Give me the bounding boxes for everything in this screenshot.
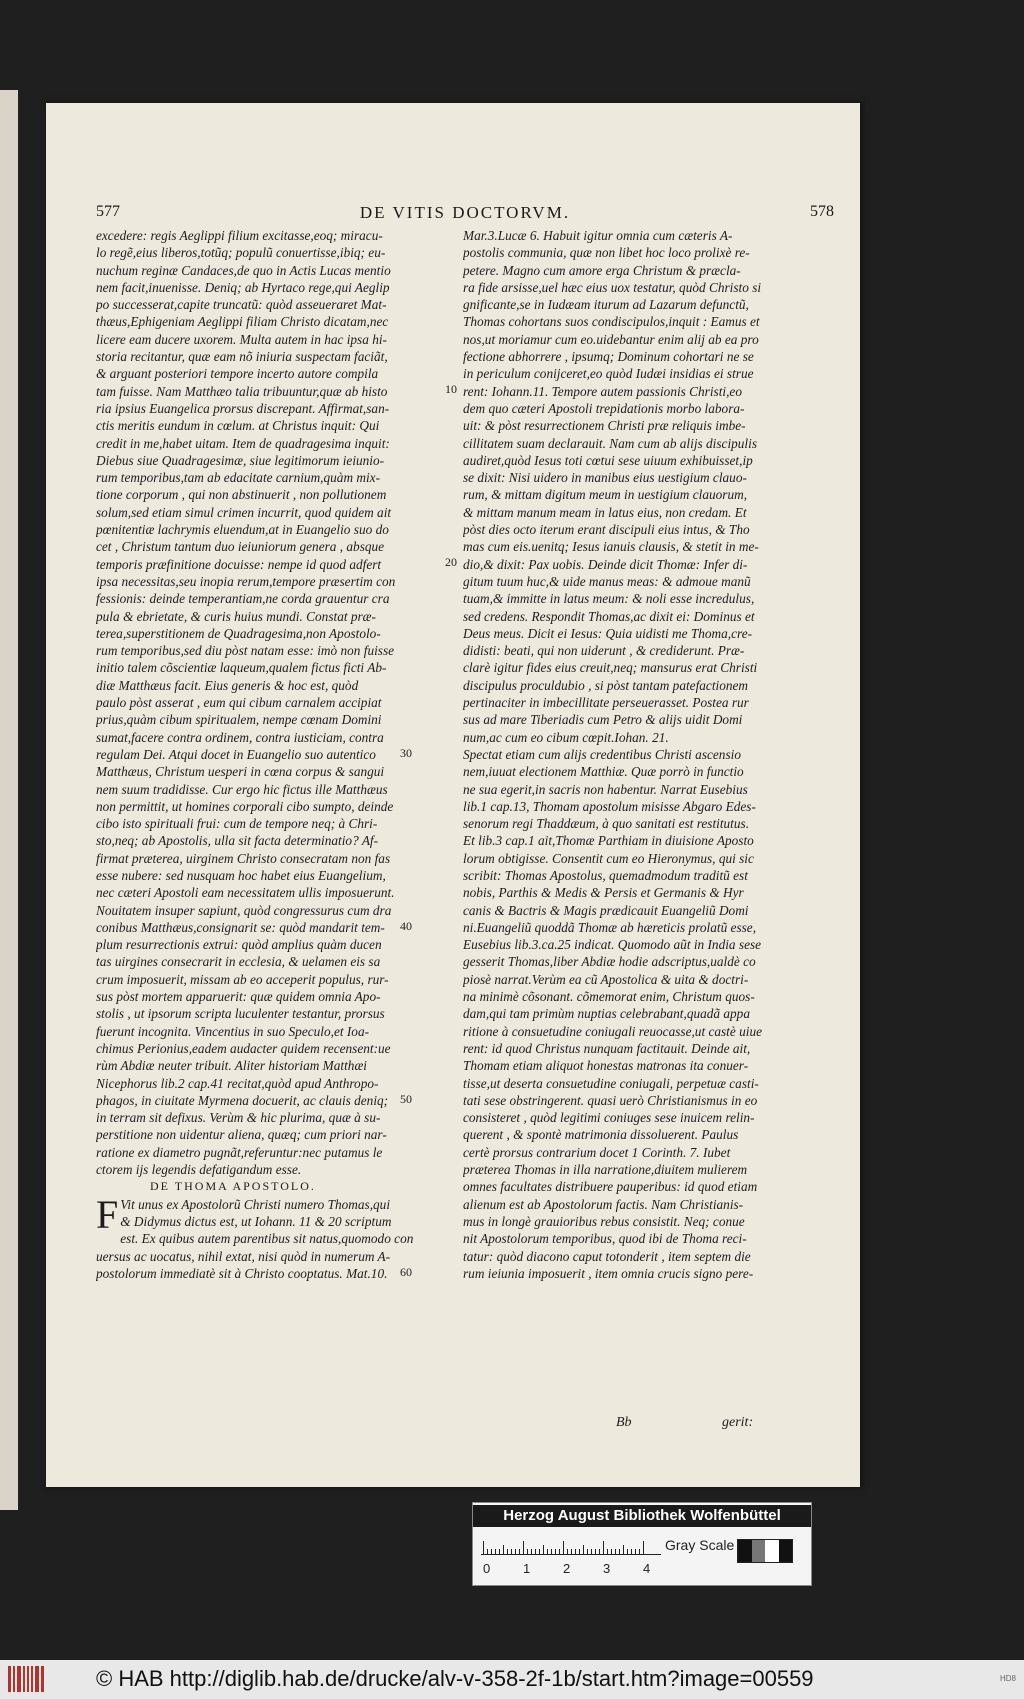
ruler-tick xyxy=(643,1541,644,1555)
ruler-tick xyxy=(499,1549,500,1555)
section-subheading: DE THOMA APOSTOLO. xyxy=(150,1179,316,1194)
text-line: pertinaciter in imbecillitate perseuerasset. Postea rur xyxy=(463,695,749,711)
text-line: ni.Euangeliũ quoddã Thomæ ab hæreticis prolatũ esse, xyxy=(463,919,757,935)
ruler-tick xyxy=(575,1549,576,1555)
text-line: gitum tuum huc,& uide manus meas: & admoue manũ xyxy=(463,573,751,589)
adjacent-page-edge xyxy=(0,90,18,1510)
ruler-tick xyxy=(615,1549,616,1555)
text-line: Nicephorus lib.2 cap.41 recitat,quòd apud Anthropo- xyxy=(96,1075,379,1091)
text-line: didisti: beati, qui non uiderunt , & crediderunt. Præ- xyxy=(463,643,745,659)
text-line: dem quo cæteri Apostoli trepidationis morbo labora- xyxy=(463,400,745,416)
text-line: præterea Thomas in illa narratione,diuitem mulierem xyxy=(463,1162,748,1178)
text-line: ctorem ijs legendis defatigandum esse. xyxy=(96,1162,302,1178)
ruler-number: 3 xyxy=(603,1561,611,1576)
text-line: piosè narrat.Verùm ea cũ Apostolica & uita & doctri- xyxy=(463,971,749,987)
ruler-tick xyxy=(639,1549,640,1555)
text-line: sto,neq; ab Apostolis, ulla sit facta determinatio? Af- xyxy=(96,833,379,849)
text-line: crum imposuerit, missam ab eo acceperit populus, rur- xyxy=(96,971,389,987)
text-line: credit in me,habet uitam. Item de quadragesima inquit: xyxy=(96,435,390,451)
text-line: postolis communia, quæ non libet hoc loco prolixè re- xyxy=(463,245,750,261)
text-line: pœnitentiæ lachrymis eluendum,at in Euangelio suo do xyxy=(96,522,389,538)
text-line: temporis præfinitione docuisse: nempe id quod adfert xyxy=(96,556,382,572)
gray-swatch xyxy=(737,1539,793,1563)
text-line: pòst dies octo iterum erant discipuli eius intus, & Tho xyxy=(463,522,750,538)
text-line: tam fuisse. Nam Matthæo talia tribuuntur,quæ ab histo xyxy=(96,383,388,399)
text-line: se dixit: Nisi uidero in manibus eius uestigium clauo- xyxy=(463,470,747,486)
text-line: mus in longè grauioribus rebus consistit. Neq; conue xyxy=(463,1213,745,1229)
text-line: & Didymus dictus est, ut Iohann. 11 & 20 scriptum xyxy=(120,1213,392,1229)
text-line: phagos, in ciuitate Myrmena docuerit, ac clauis deniq; xyxy=(96,1092,389,1108)
text-line: esse nubere: sed nusquam hoc habet eius Euangelium, xyxy=(96,867,386,883)
ruler-number: 4 xyxy=(643,1561,651,1576)
text-line: thæus,Ephigeniam Aeglippi filiam Christo dicatam,nec xyxy=(96,314,389,330)
text-line: num,ac cum eo cibum cœpit.Iohan. 21. xyxy=(463,729,669,745)
signature-mark: Bb xyxy=(616,1415,632,1430)
library-title: Herzog August Bibliothek Wolfenbüttel xyxy=(473,1505,811,1527)
ruler-tick xyxy=(567,1549,568,1555)
text-line: nem,iuuat electionem Matthiæ. Quæ porrò in functio xyxy=(463,764,744,780)
thomas-paragraph xyxy=(96,1196,446,1282)
text-line: Eusebius lib.3.ca.25 indicat. Quomodo aũt in India sese xyxy=(463,937,762,953)
text-line: nem facit,inuenisse. Deniq; ab Hyrtaco rege,qui Aeglip xyxy=(96,279,390,295)
text-line: stolis , ut ipsorum scripta luculenter testantur, prorsus xyxy=(96,1006,385,1022)
ruler-tick xyxy=(555,1549,556,1555)
text-line: ne sua egerit,in sacris non habentur. Narrat Eusebius xyxy=(463,781,748,797)
ruler-tick xyxy=(531,1549,532,1555)
text-line: ritione à consuetudine coniugali reuocasse,ut castè uiue xyxy=(463,1023,762,1039)
ruler-tick xyxy=(559,1549,560,1555)
text-line: omnes facultates distribuere pauperibus: id quod etiam xyxy=(463,1179,758,1195)
text-line: cillitatem suam declarauit. Nam cum ab alijs discipulis xyxy=(463,435,757,451)
text-line: senorum regi Thaddæum, à quo sanitati est restitutus. xyxy=(463,816,750,832)
text-line: tisse,ut deserta consuetudine coniugali, perpetuæ casti- xyxy=(463,1075,759,1091)
text-line: est. Ex quibus autem parentibus sit natus,quomodo con xyxy=(120,1231,414,1247)
text-line: Thomam etiam aliquot honestas matronas ita conuer- xyxy=(463,1058,749,1074)
text-line: tuam,& immitte in latus meum: & noli esse incredulus, xyxy=(463,591,755,607)
line-number: 40 xyxy=(400,919,412,933)
text-line: lorum obtigisse. Consentit cum eo Hieronymus, qui sic xyxy=(463,850,754,866)
text-line: solum,sed etiam simul crimen incurrit, quod quidem ait xyxy=(96,504,392,520)
text-line: discipulus proculdubio , si pòst tantam patefactionem xyxy=(463,677,749,693)
text-line: pula & ebrietate, & curis huius mundi. Constat præ- xyxy=(96,608,376,624)
text-line: conibus Matthæus,consignarit se: quòd mandarit tem- xyxy=(96,919,385,935)
text-line: tione corporum , qui non abstinuerit , non pollutionem xyxy=(96,487,387,503)
catchword: gerit: xyxy=(722,1415,754,1430)
right-text-column xyxy=(463,227,763,1282)
ruler-tick xyxy=(635,1549,636,1555)
text-line: Et lib.3 cap.1 ait,Thomæ Parthiam in diuisione Aposto xyxy=(463,833,754,849)
text-line: licere eam ducere uxorem. Multa autem in hac ipsa hi- xyxy=(96,331,387,347)
text-line: cet , Christum tantum duo ieiuniorum genera , absque xyxy=(96,539,385,555)
text-line: in terram sit defixus. Verùm & hic plurima, quæ à su- xyxy=(96,1110,381,1126)
text-line: Spectat etiam cum alijs credentibus Christi ascensio xyxy=(463,746,741,762)
text-line: non permittit, ut homines corporali cibo sumpto, deinde xyxy=(96,798,394,814)
ruler-tick xyxy=(591,1549,592,1555)
text-line: querent , & spontè matrimonia dissoluerent. Paulus xyxy=(463,1127,739,1143)
right-page-number: 578 xyxy=(810,203,834,220)
line-number: 10 xyxy=(445,382,457,396)
text-line: scribit: Thomas Apostolus, quemadmodum traditũ est xyxy=(463,867,748,883)
ruler-tick xyxy=(587,1549,588,1555)
ruler-tick xyxy=(519,1549,520,1555)
text-line: na minimè cõsonant. cõmemorat enim, Christum quos- xyxy=(463,989,755,1005)
text-line: audiret,quòd Iesus toti cœtui sese uiuum exhibuisset,ip xyxy=(463,452,753,468)
ruler-tick xyxy=(631,1549,632,1555)
ruler-tick xyxy=(595,1549,596,1555)
ruler-tick xyxy=(543,1545,544,1555)
text-line: Matthæus, Christum uesperi in cœna corpus & sangui xyxy=(96,764,385,780)
text-line: Nouitatem insuper sapiunt, quòd congressurus cum dra xyxy=(96,902,392,918)
ruler-tick xyxy=(627,1549,628,1555)
ruler-tick xyxy=(515,1549,516,1555)
text-line: rent: Iohann.11. Tempore autem passionis Christi,eo xyxy=(463,383,742,399)
text-line: nec cæteri Apostoli eam necessitatem ullis imposuerunt. xyxy=(96,885,395,901)
line-number: 50 xyxy=(400,1092,412,1106)
text-line: chimus Perionius,eadem audacter quidem recensent:ue xyxy=(96,1040,391,1056)
running-title: DE VITIS DOCTORVM. xyxy=(359,203,571,222)
text-line: sumat,facere contra ordinem, contra iusticiam, contra xyxy=(96,729,384,745)
text-line: Deus meus. Dicit ei Iesus: Quia uidisti me Thoma,cre- xyxy=(463,625,753,641)
ruler-tick xyxy=(503,1545,504,1555)
ruler-tick xyxy=(547,1549,548,1555)
text-line: & arguant posteriori tempore incerto autore compila xyxy=(96,366,379,382)
text-line: cibo isto spirituali frui: cum de tempore neq; à Chri- xyxy=(96,816,378,832)
left-page-number: 577 xyxy=(96,203,120,220)
text-line: uit: & pòst resurrectionem Christi præ reliquis imbe- xyxy=(463,418,746,434)
ruler-number: 1 xyxy=(523,1561,531,1576)
gray-scale-label: Gray Scale xyxy=(665,1537,735,1553)
text-line: storia recitantur, quæ eam nõ iniuria suspectam faciãt, xyxy=(96,349,388,365)
text-line: dam,qui tam primùm nuptias celebrabant,quadã appa xyxy=(463,1006,750,1022)
ruler-tick xyxy=(551,1549,552,1555)
text-line: Thomas cohortans suos condiscipulos,inquit : Eamus et xyxy=(463,314,760,330)
text-line: ria ipsius Euangelica prorsus discrepant. Affirmat,san- xyxy=(96,400,390,416)
drop-cap: F xyxy=(96,1195,119,1237)
running-header xyxy=(96,203,834,227)
text-line: paulo pòst asserat , eum qui cibum carnalem accipiat xyxy=(96,695,382,711)
footer-bar xyxy=(0,1660,1024,1699)
text-line: po successerat,capite truncatũ: quòd asseueraret Mat- xyxy=(96,297,387,313)
text-line: rùm Abdiæ neuter tribuit. Aliter historiam Matthæi xyxy=(96,1058,368,1074)
text-line: Diebus siue Quadragesimæ, siue legitimorum ieiunio- xyxy=(96,452,385,468)
text-line: & mittam manum meam in latus eius, non credam. Et xyxy=(463,504,747,520)
ruler-tick xyxy=(495,1549,496,1555)
gray-scale-card xyxy=(472,1502,812,1586)
text-line: rum ieiunia imposuerit , item omnia crucis signo pere- xyxy=(463,1265,754,1281)
text-line: postolorum immediatè sit à Christo cooptatus. Mat.10. xyxy=(96,1265,388,1281)
text-line: gnificante,se in Iudæam iturum ad Lazarum defunctũ, xyxy=(463,297,749,313)
text-line: Vit unus ex Apostolorũ Christi numero Thomas,qui xyxy=(120,1196,391,1212)
text-line: Mar.3.Lucæ 6. Habuit igitur omnia cum cæteris A- xyxy=(463,228,733,243)
ruler-tick xyxy=(623,1545,624,1555)
text-line: fectione abhorrere , ipsumq; Dominum cohortari ne se xyxy=(463,349,754,365)
text-line: nobis, Parthis & Medis & Persis et Germanis & Hyr xyxy=(463,885,744,901)
footer-url-text: © HAB http://diglib.hab.de/drucke/alv-v-358-2f-1b/start.htm?image=00559 xyxy=(96,1666,814,1691)
text-line: regulam Dei. Atqui docet in Euangelio suo autentico xyxy=(96,746,376,762)
text-line: sed credens. Respondit Thomas,ac dixit ei: Dominus et xyxy=(463,608,755,624)
ruler-tick xyxy=(483,1541,484,1555)
ruler-tick xyxy=(563,1541,564,1555)
text-line: tas uirgines consecrarit in ecclesia, & uelamen eis sa xyxy=(96,954,381,970)
ruler-tick xyxy=(599,1549,600,1555)
text-line: rum temporibus,sed diu pòst natam esse: imò non fuisse xyxy=(96,643,395,659)
text-line: sus pòst mortem apparuerit: quæ quidem omnia Apo- xyxy=(96,989,381,1005)
ruler-number: 2 xyxy=(563,1561,571,1576)
ruler-tick xyxy=(523,1541,524,1555)
text-line: tati sese obstringerent. quasi uerò Christianismus in eo xyxy=(463,1092,758,1108)
text-line: terea,superstitionem de Quadragesima,non Apostolo- xyxy=(96,625,381,641)
line-number: 60 xyxy=(400,1265,412,1279)
text-line: tatur: quòd diacono caput totonderit , item septem die xyxy=(463,1248,751,1264)
ruler-tick xyxy=(571,1549,572,1555)
ruler-tick xyxy=(579,1549,580,1555)
footer-mini-text: HD8 xyxy=(999,1674,1016,1683)
text-line: certè prorsus contrarium docet 1 Corinth. 7. Iubet xyxy=(463,1144,731,1160)
line-number: 30 xyxy=(400,746,412,760)
text-line: diæ Matthæus facit. Eius generis & hoc est, quòd xyxy=(96,677,359,693)
text-line: nem suum tradidisse. Cur ergo hic fictus ille Matthæus xyxy=(96,781,388,797)
text-line: prius,quàm cibum spiritualem, nempe cœnam Domini xyxy=(96,712,382,728)
text-line: nos,ut moriamur cum eo.uidebantur enim alij ab ea pro xyxy=(463,331,759,347)
ruler-tick xyxy=(583,1545,584,1555)
ruler-tick xyxy=(611,1549,612,1555)
text-line: petere. Magno cum amore erga Christum & præcla- xyxy=(463,262,741,278)
text-line: rum temporibus,tam ab edacitate carnium,quàm mix- xyxy=(96,470,381,486)
ruler-tick xyxy=(539,1549,540,1555)
text-line: gesserit Thomas,liber Abdiæ hodie adscriptus,ualdè co xyxy=(463,954,756,970)
text-line: uersus ac uocatus, nihil extat, nisi quòd in numerum A- xyxy=(96,1248,391,1264)
ruler-tick xyxy=(619,1549,620,1555)
ruler-number: 0 xyxy=(483,1561,491,1576)
text-line: consisteret , quòd legitimi coniuges sese inuicem relin- xyxy=(463,1110,755,1126)
ruler-tick xyxy=(491,1549,492,1555)
text-line: fuerunt incognita. Vincentius in suo Speculo,et Ioa- xyxy=(96,1023,370,1039)
ruler-tick xyxy=(507,1549,508,1555)
text-line: clarè igitur fides eius creuit,neq; mansurus erat Christi xyxy=(463,660,758,676)
text-line: canis & Bactris & Magis prædicauit Euangeliũ Domi xyxy=(463,902,749,918)
text-line: nit Apostolorum temporibus, quod ibi de Thoma reci- xyxy=(463,1231,747,1247)
text-line: dio,& dixit: Pax uobis. Deinde dicit Thomæ: Infer di- xyxy=(463,556,748,572)
left-text-column xyxy=(96,227,446,1282)
text-line: ipsa necessitas,seu inopia rerum,tempore præsertim con xyxy=(96,573,396,589)
text-line: nuchum reginæ Candaces,de quo in Actis Lucas mentio xyxy=(96,262,391,278)
ruler-tick xyxy=(607,1549,608,1555)
ruler-tick xyxy=(511,1549,512,1555)
text-line: mas cum eis.uenitq; Iesus ianuis clausis, & stetit in me- xyxy=(463,539,759,555)
text-line: initio talem cõscientiæ laqueum,qualem fictus ficti Ab- xyxy=(96,660,387,676)
ruler-tick xyxy=(535,1549,536,1555)
book-page xyxy=(46,103,860,1487)
text-line: in periculum conijceret,eo quòd Iudæi insidias ei strue xyxy=(463,366,754,382)
line-number: 20 xyxy=(445,555,457,569)
text-line: alienum est ab Apostolorum factis. Nam Christianis- xyxy=(463,1196,744,1212)
barcode-icon xyxy=(8,1666,44,1692)
ruler xyxy=(481,1541,661,1555)
ruler-tick xyxy=(527,1549,528,1555)
text-line: excedere: regis Aeglippi filium excitasse,eoq; miracu- xyxy=(96,228,383,243)
text-line: lo regẽ,eius liberos,totũq; populũ conuertisse,ibiq; eu- xyxy=(96,245,386,261)
text-line: ratione ex diametro pugnãt,referuntur:nec putamus le xyxy=(96,1144,383,1160)
text-line: ctis meritis eundum in cœlum. at Christus inquit: Qui xyxy=(96,418,380,434)
text-line: perstitione non uidentur aliena, quæq; cum priori nar- xyxy=(96,1127,387,1143)
ruler-tick xyxy=(487,1549,488,1555)
text-line: fessionis: deinde temperantiam,ne corda grauentur cra xyxy=(96,591,390,607)
text-line: firmat præterea, uirginem Christo consecratam non fas xyxy=(96,850,391,866)
text-line: plum resurrectionis extrui: quòd amplius quàm ducen xyxy=(96,937,382,953)
text-line: ra fide arsisse,uel hæc eius uox testatur, quòd Christo si xyxy=(463,279,762,295)
text-line: rent: id quod Christus nunquam factitauit. Deinde ait, xyxy=(463,1040,751,1056)
ruler-tick xyxy=(603,1541,604,1555)
text-line: rum, & mittam digitum meum in uestigium clauorum, xyxy=(463,487,748,503)
text-line: lib.1 cap.13, Thomam apostolum misisse Abgaro Edes- xyxy=(463,798,756,814)
text-line: sus ad mare Tiberiadis cum Petro & alijs uidit Domi xyxy=(463,712,743,728)
